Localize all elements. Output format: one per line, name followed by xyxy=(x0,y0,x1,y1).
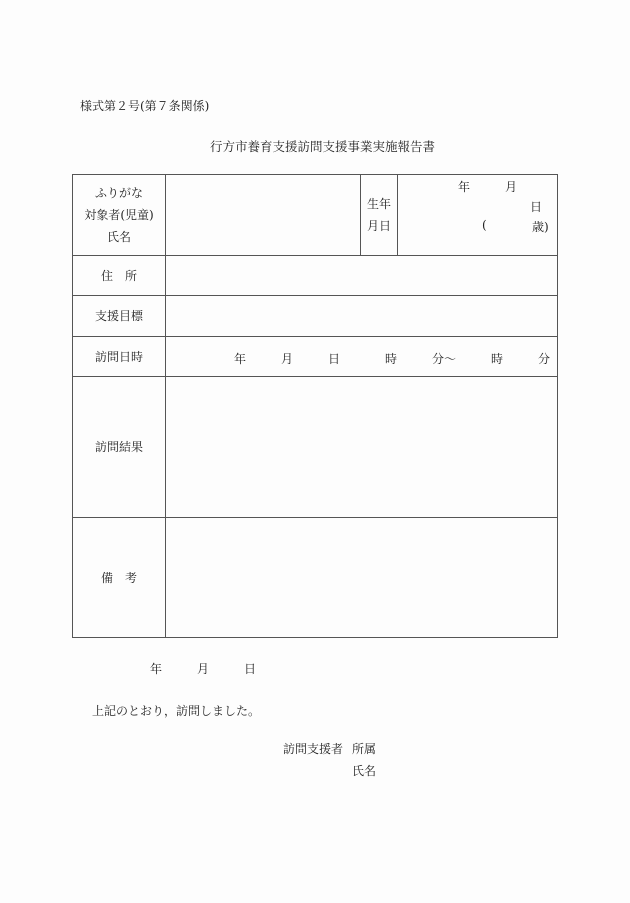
statement-text: 上記のとおり，訪問しました。 xyxy=(92,704,261,718)
affiliation-label: 所属 xyxy=(352,742,377,756)
goal-field[interactable] xyxy=(165,295,558,337)
age-open-paren: ( xyxy=(482,218,487,232)
visit-month-unit: 月 xyxy=(281,352,294,366)
name-label: 氏名 xyxy=(106,230,131,244)
document-title: 行方市養育支援訪問支援事業実施報告書 xyxy=(210,139,436,154)
address-field[interactable] xyxy=(165,255,558,296)
subject-label: 対象者(児童) xyxy=(84,208,154,222)
address-label: 住 所 xyxy=(72,255,166,296)
visit-start-hour-unit: 時 xyxy=(385,352,398,366)
visit-start-minute-unit: 分～ xyxy=(432,352,457,366)
form-number: 様式第２号(第７条関係) xyxy=(80,99,210,113)
visit-end-minute-unit: 分 xyxy=(538,352,551,366)
birth-day-unit: 日 xyxy=(530,200,543,214)
furigana-label: ふりがな xyxy=(94,186,143,200)
remarks-label: 備 考 xyxy=(72,517,166,638)
supporter-label: 訪問支援者 xyxy=(283,742,344,756)
goal-label: 支援目標 xyxy=(72,295,166,337)
date-year-unit: 年 xyxy=(150,662,163,676)
name-input-cell[interactable] xyxy=(165,174,361,256)
visit-end-hour-unit: 時 xyxy=(491,352,504,366)
birth-month-unit: 月 xyxy=(505,180,518,194)
date-day-unit: 日 xyxy=(244,662,257,676)
visit-datetime-label: 訪問日時 xyxy=(72,336,166,377)
remarks-field[interactable] xyxy=(165,517,558,638)
signer-name-label: 氏名 xyxy=(352,764,377,778)
birth-date-cell[interactable] xyxy=(397,174,558,256)
name-label-cell xyxy=(72,174,166,256)
visit-day-unit: 日 xyxy=(328,352,341,366)
birth-label-2: 月日 xyxy=(366,219,391,233)
result-label: 訪問結果 xyxy=(72,376,166,518)
age-unit: 歳) xyxy=(532,220,549,234)
birth-label-cell xyxy=(360,174,398,256)
date-month-unit: 月 xyxy=(197,662,210,676)
result-field[interactable] xyxy=(165,376,558,518)
birth-label-1: 生年 xyxy=(366,197,391,211)
visit-year-unit: 年 xyxy=(234,352,247,366)
birth-year-unit: 年 xyxy=(458,180,471,194)
visit-datetime-field[interactable] xyxy=(165,336,558,377)
